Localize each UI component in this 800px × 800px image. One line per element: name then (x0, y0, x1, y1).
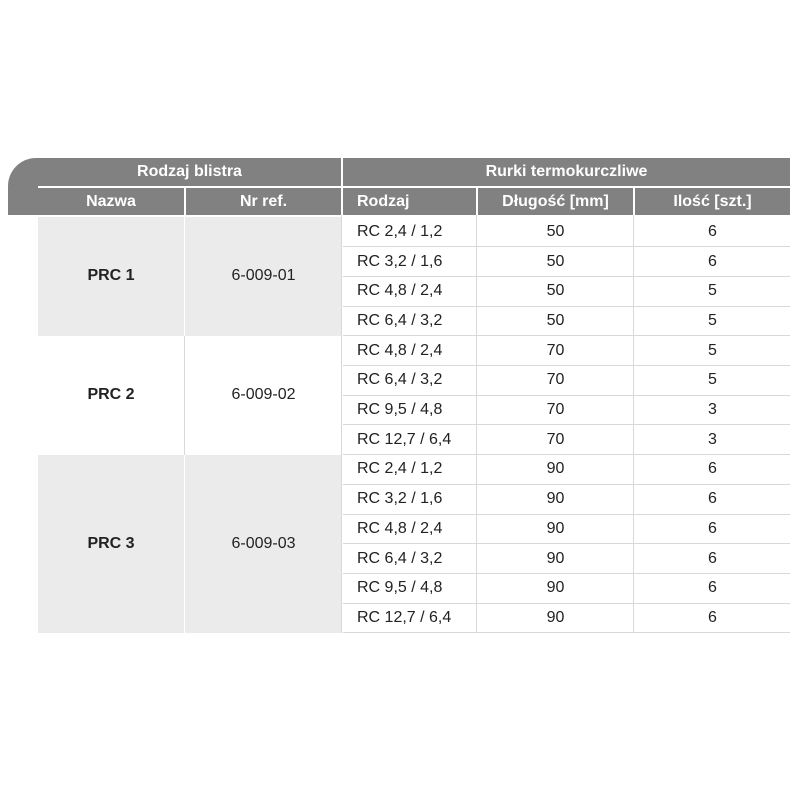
cell-qty: 6 (708, 549, 717, 567)
cell-qty: 6 (708, 252, 717, 270)
header-col-type: Rodzaj (357, 192, 410, 210)
cell-qty: 6 (708, 579, 717, 597)
cell-length: 90 (546, 549, 565, 567)
group-ref: 6-009-01 (231, 267, 296, 285)
group-divider (184, 455, 185, 633)
cell-type: RC 6,4 / 3,2 (357, 311, 443, 329)
cell-type: RC 6,4 / 3,2 (357, 549, 443, 567)
cell-qty: 6 (708, 222, 717, 240)
group-name: PRC 2 (87, 386, 135, 404)
cell-length: 90 (546, 608, 565, 626)
cell-qty: 6 (708, 460, 717, 478)
header-col-name: Nazwa (86, 192, 136, 210)
cell-type: RC 3,2 / 1,6 (357, 490, 443, 508)
cell-length: 50 (546, 282, 565, 300)
group-name: PRC 3 (87, 534, 135, 552)
group-ref: 6-009-02 (231, 386, 296, 404)
cell-type: RC 4,8 / 2,4 (357, 282, 443, 300)
cell-type: RC 9,5 / 4,8 (357, 579, 443, 597)
header-col-ref: Nr ref. (239, 192, 288, 210)
cell-type: RC 3,2 / 1,6 (357, 252, 443, 270)
cell-length: 50 (546, 222, 565, 240)
cell-qty: 3 (708, 430, 717, 448)
cell-length: 90 (546, 579, 565, 597)
cell-type: RC 4,8 / 2,4 (357, 341, 443, 359)
column-divider (341, 215, 342, 633)
cell-qty: 6 (708, 519, 717, 537)
cell-length: 50 (546, 311, 565, 329)
column-divider (633, 215, 634, 633)
header-col-qty: Ilość [szt.] (673, 192, 752, 210)
group-divider (184, 336, 185, 455)
group-divider (184, 217, 185, 336)
cell-length: 70 (546, 430, 565, 448)
cell-length: 70 (546, 401, 565, 419)
group-name: PRC 1 (87, 267, 135, 285)
row-divider (343, 632, 790, 633)
header-group-blister: Rodzaj blistra (137, 163, 242, 180)
cell-type: RC 2,4 / 1,2 (357, 222, 443, 240)
cell-qty: 5 (708, 341, 717, 359)
cell-type: RC 4,8 / 2,4 (357, 519, 443, 537)
cell-qty: 5 (708, 311, 717, 329)
column-divider (476, 215, 477, 633)
cell-type: RC 12,7 / 6,4 (357, 608, 452, 626)
cell-type: RC 2,4 / 1,2 (357, 460, 443, 478)
cell-qty: 5 (708, 371, 717, 389)
cell-length: 70 (546, 341, 565, 359)
header-group-tubes: Rurki termokurczliwe (485, 163, 648, 180)
cell-length: 50 (546, 252, 565, 270)
cell-length: 90 (546, 460, 565, 478)
cell-qty: 6 (708, 608, 717, 626)
group-ref: 6-009-03 (231, 534, 296, 552)
cell-length: 70 (546, 371, 565, 389)
header-col-length: Długość [mm] (502, 192, 609, 210)
cell-qty: 3 (708, 401, 717, 419)
cell-qty: 6 (708, 490, 717, 508)
cell-type: RC 9,5 / 4,8 (357, 401, 443, 419)
cell-length: 90 (546, 490, 565, 508)
cell-type: RC 6,4 / 3,2 (357, 371, 443, 389)
cell-qty: 5 (708, 282, 717, 300)
cell-length: 90 (546, 519, 565, 537)
cell-type: RC 12,7 / 6,4 (357, 430, 452, 448)
